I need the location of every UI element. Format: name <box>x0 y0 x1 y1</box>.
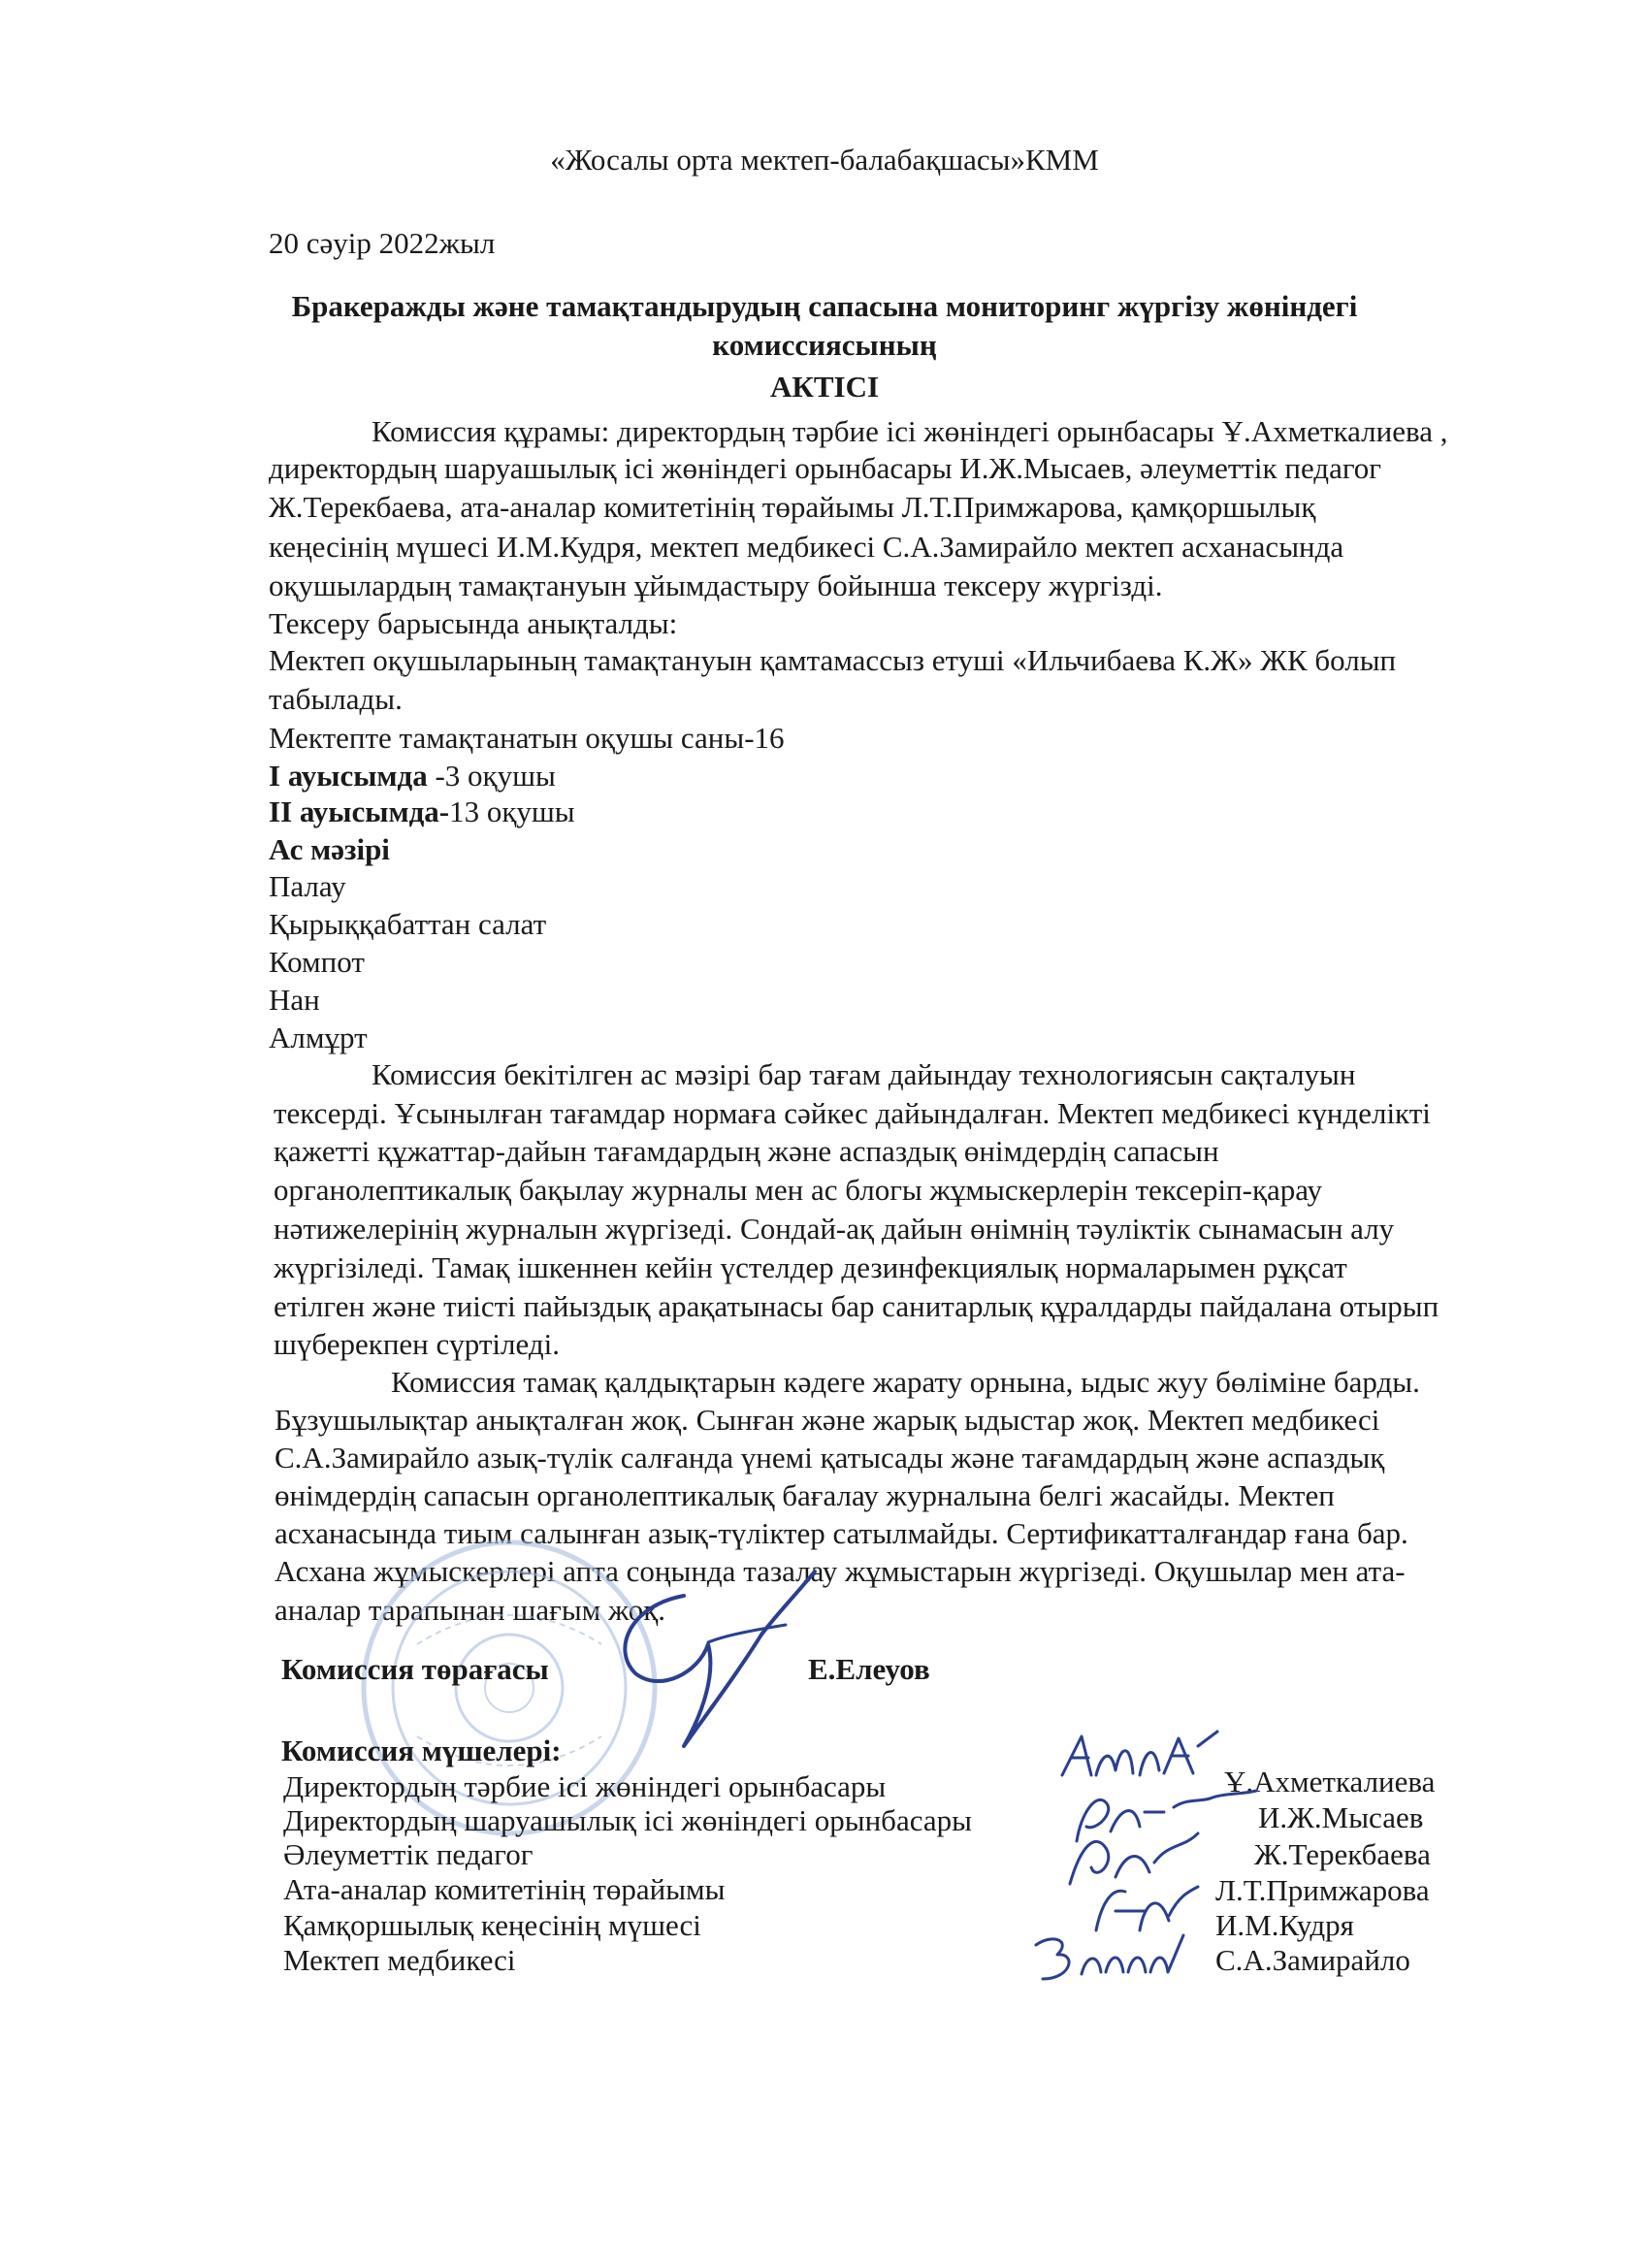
chair-name: Е.Елеуов <box>808 1652 930 1686</box>
supplier-line: табылады. <box>269 682 403 716</box>
member-role: Әлеуметтік педагог <box>283 1837 534 1871</box>
member-name: Ж.Терекбаева <box>1254 1837 1431 1871</box>
paragraph-3-line: Асхана жұмыскерлері апта соңында тазалау жұмыстарын жүргізеді. Оқушылар мен ата- <box>275 1554 1406 1588</box>
paragraph-1-line: Ж.Терекбаева, ата-аналар комитетінің төрайымы Л.Т.Примжарова, қамқоршылық <box>269 490 1316 524</box>
member-role: Мектеп медбикесі <box>283 1943 516 1977</box>
member-role: Директордың тәрбие ісі жөніндегі орынбасары <box>283 1769 887 1803</box>
shift-2-value: 13 оқушы <box>449 794 575 828</box>
paragraph-2-line: Комиссия бекітілген ас мәзірі бар тағам дайындау технологиясын сақталуын <box>372 1057 1356 1091</box>
member-signature <box>1057 1727 1222 1785</box>
menu-item: Палау <box>269 869 346 903</box>
member-name: С.А.Замирайло <box>1215 1943 1410 1977</box>
paragraph-3-line: Бұзушылықтар анықталған жоқ. Сынған және жарық ыдыстар жоқ. Мектеп медбикесі <box>275 1403 1380 1437</box>
member-role: Ата-аналар комитетінің төрайымы <box>283 1872 726 1906</box>
paragraph-2-line: шүберекпен сүртіледі. <box>274 1327 560 1361</box>
organization-name: «Жосалы орта мектеп-балабақшасы»КММ <box>550 143 1099 177</box>
document-date: 20 сәуір 2022жыл <box>269 226 496 260</box>
paragraph-2-line: органолептикалық бақылау журналы мен ас блогы жұмыскерлерін тексеріп-қарау <box>274 1173 1322 1207</box>
paragraph-1-line: Комиссия құрамы: директордың тәрбие ісі жөніндегі орынбасары Ұ.Ахметкалиева , <box>372 414 1448 448</box>
shift-1-value: -3 оқушы <box>427 759 556 793</box>
shift-2 <box>269 794 575 830</box>
shift-1 <box>269 758 556 794</box>
paragraph-3-line: Комиссия тамақ қалдықтарын кәдеге жарату орнына, ыдыс жуу бөліміне барды. <box>391 1365 1420 1399</box>
shift-2-label: ІІ ауысымда- <box>269 794 450 828</box>
member-signature <box>1028 1926 1193 1993</box>
member-name: И.Ж.Мысаев <box>1258 1800 1424 1834</box>
paragraph-2-line: қажетті құжаттар-дайын тағамдардың және аспаздық өнімдердің сапасын <box>274 1134 1219 1168</box>
supplier-line: Мектеп оқушыларының тамақтануын қамтамассыз етуші «Ильчибаева К.Ж» ЖК болып <box>269 643 1397 677</box>
menu-item: Алмұрт <box>269 1021 368 1054</box>
paragraph-3-line: С.А.Замирайло азық-түлік салғанда үнемі қатысады және тағамдардың және аспаздық <box>275 1441 1385 1474</box>
shift-1-label: І ауысымда <box>269 759 428 793</box>
check-found-line: Тексеру барысында анықталды: <box>269 606 678 640</box>
paragraph-3-line: асханасында тиым салынған азық-түліктер сатылмайды. Сертификатталғандар ғана бар. <box>275 1516 1408 1550</box>
students-total: Мектепте тамақтанатын оқушы саны-16 <box>269 721 785 755</box>
paragraph-3-line: өнімдердің сапасын органолептикалық бағалау журналына белгі жасайды. Мектеп <box>275 1478 1335 1512</box>
menu-item: Нан <box>269 983 320 1017</box>
members-label: Комиссия мүшелері: <box>281 1733 562 1767</box>
title-act: АКТІСІ <box>769 370 880 404</box>
chair-label: Комиссия төрағасы <box>281 1652 549 1686</box>
paragraph-2-line: етілген және тиісті пайыздық арақатынасы бар санитарлық құралдарды пайдалана отырып <box>274 1289 1439 1323</box>
title-line-1: Бракеражды және тамақтандырудың сапасына мониторинг жүргізу жөніндегі <box>291 289 1358 323</box>
paragraph-1-line: директордың шаруашылық ісі жөніндегі орынбасары И.Ж.Мысаев, әлеуметтік педагог <box>269 451 1381 485</box>
menu-title: Ас мәзірі <box>269 832 390 866</box>
menu-item: Компот <box>269 945 365 979</box>
paragraph-1-line: кеңесінің мүшесі И.М.Кудря, мектеп медбикесі С.А.Замирайло мектеп асханасында <box>269 530 1344 564</box>
member-role: Директордың шаруашылық ісі жөніндегі орынбасары <box>283 1803 972 1837</box>
title-line-2: комиссиясының <box>712 328 937 362</box>
chair-signature <box>592 1557 834 1761</box>
member-role: Қамқоршылық кеңесінің мүшесі <box>283 1908 701 1942</box>
paragraph-1-line: оқушылардың тамақтануын ұйымдастыру бойынша тексеру жүргізді. <box>269 568 1163 602</box>
paragraph-2-line: нәтижелерінің журналын жүргізеді. Сондай-ақ дайын өнімнің тәуліктік сынамасын алу <box>274 1212 1395 1246</box>
member-name: Ұ.Ахметкалиева <box>1224 1765 1436 1798</box>
paragraph-2-line: тексерді. Ұсынылған тағамдар нормаға сәйкес дайындалған. Мектеп медбикесі күнделікті <box>274 1096 1431 1130</box>
menu-item: Қырыққабаттан салат <box>269 907 547 941</box>
paragraph-2-line: жүргізіледі. Тамақ ішкеннен кейін үстелдер дезинфекциялық нормаларымен рұқсат <box>274 1250 1347 1284</box>
paragraph-3-line: аналар тарапынан шағым жоқ. <box>275 1593 665 1627</box>
member-name: И.М.Кудря <box>1215 1908 1354 1942</box>
member-name: Л.Т.Примжарова <box>1215 1873 1430 1907</box>
